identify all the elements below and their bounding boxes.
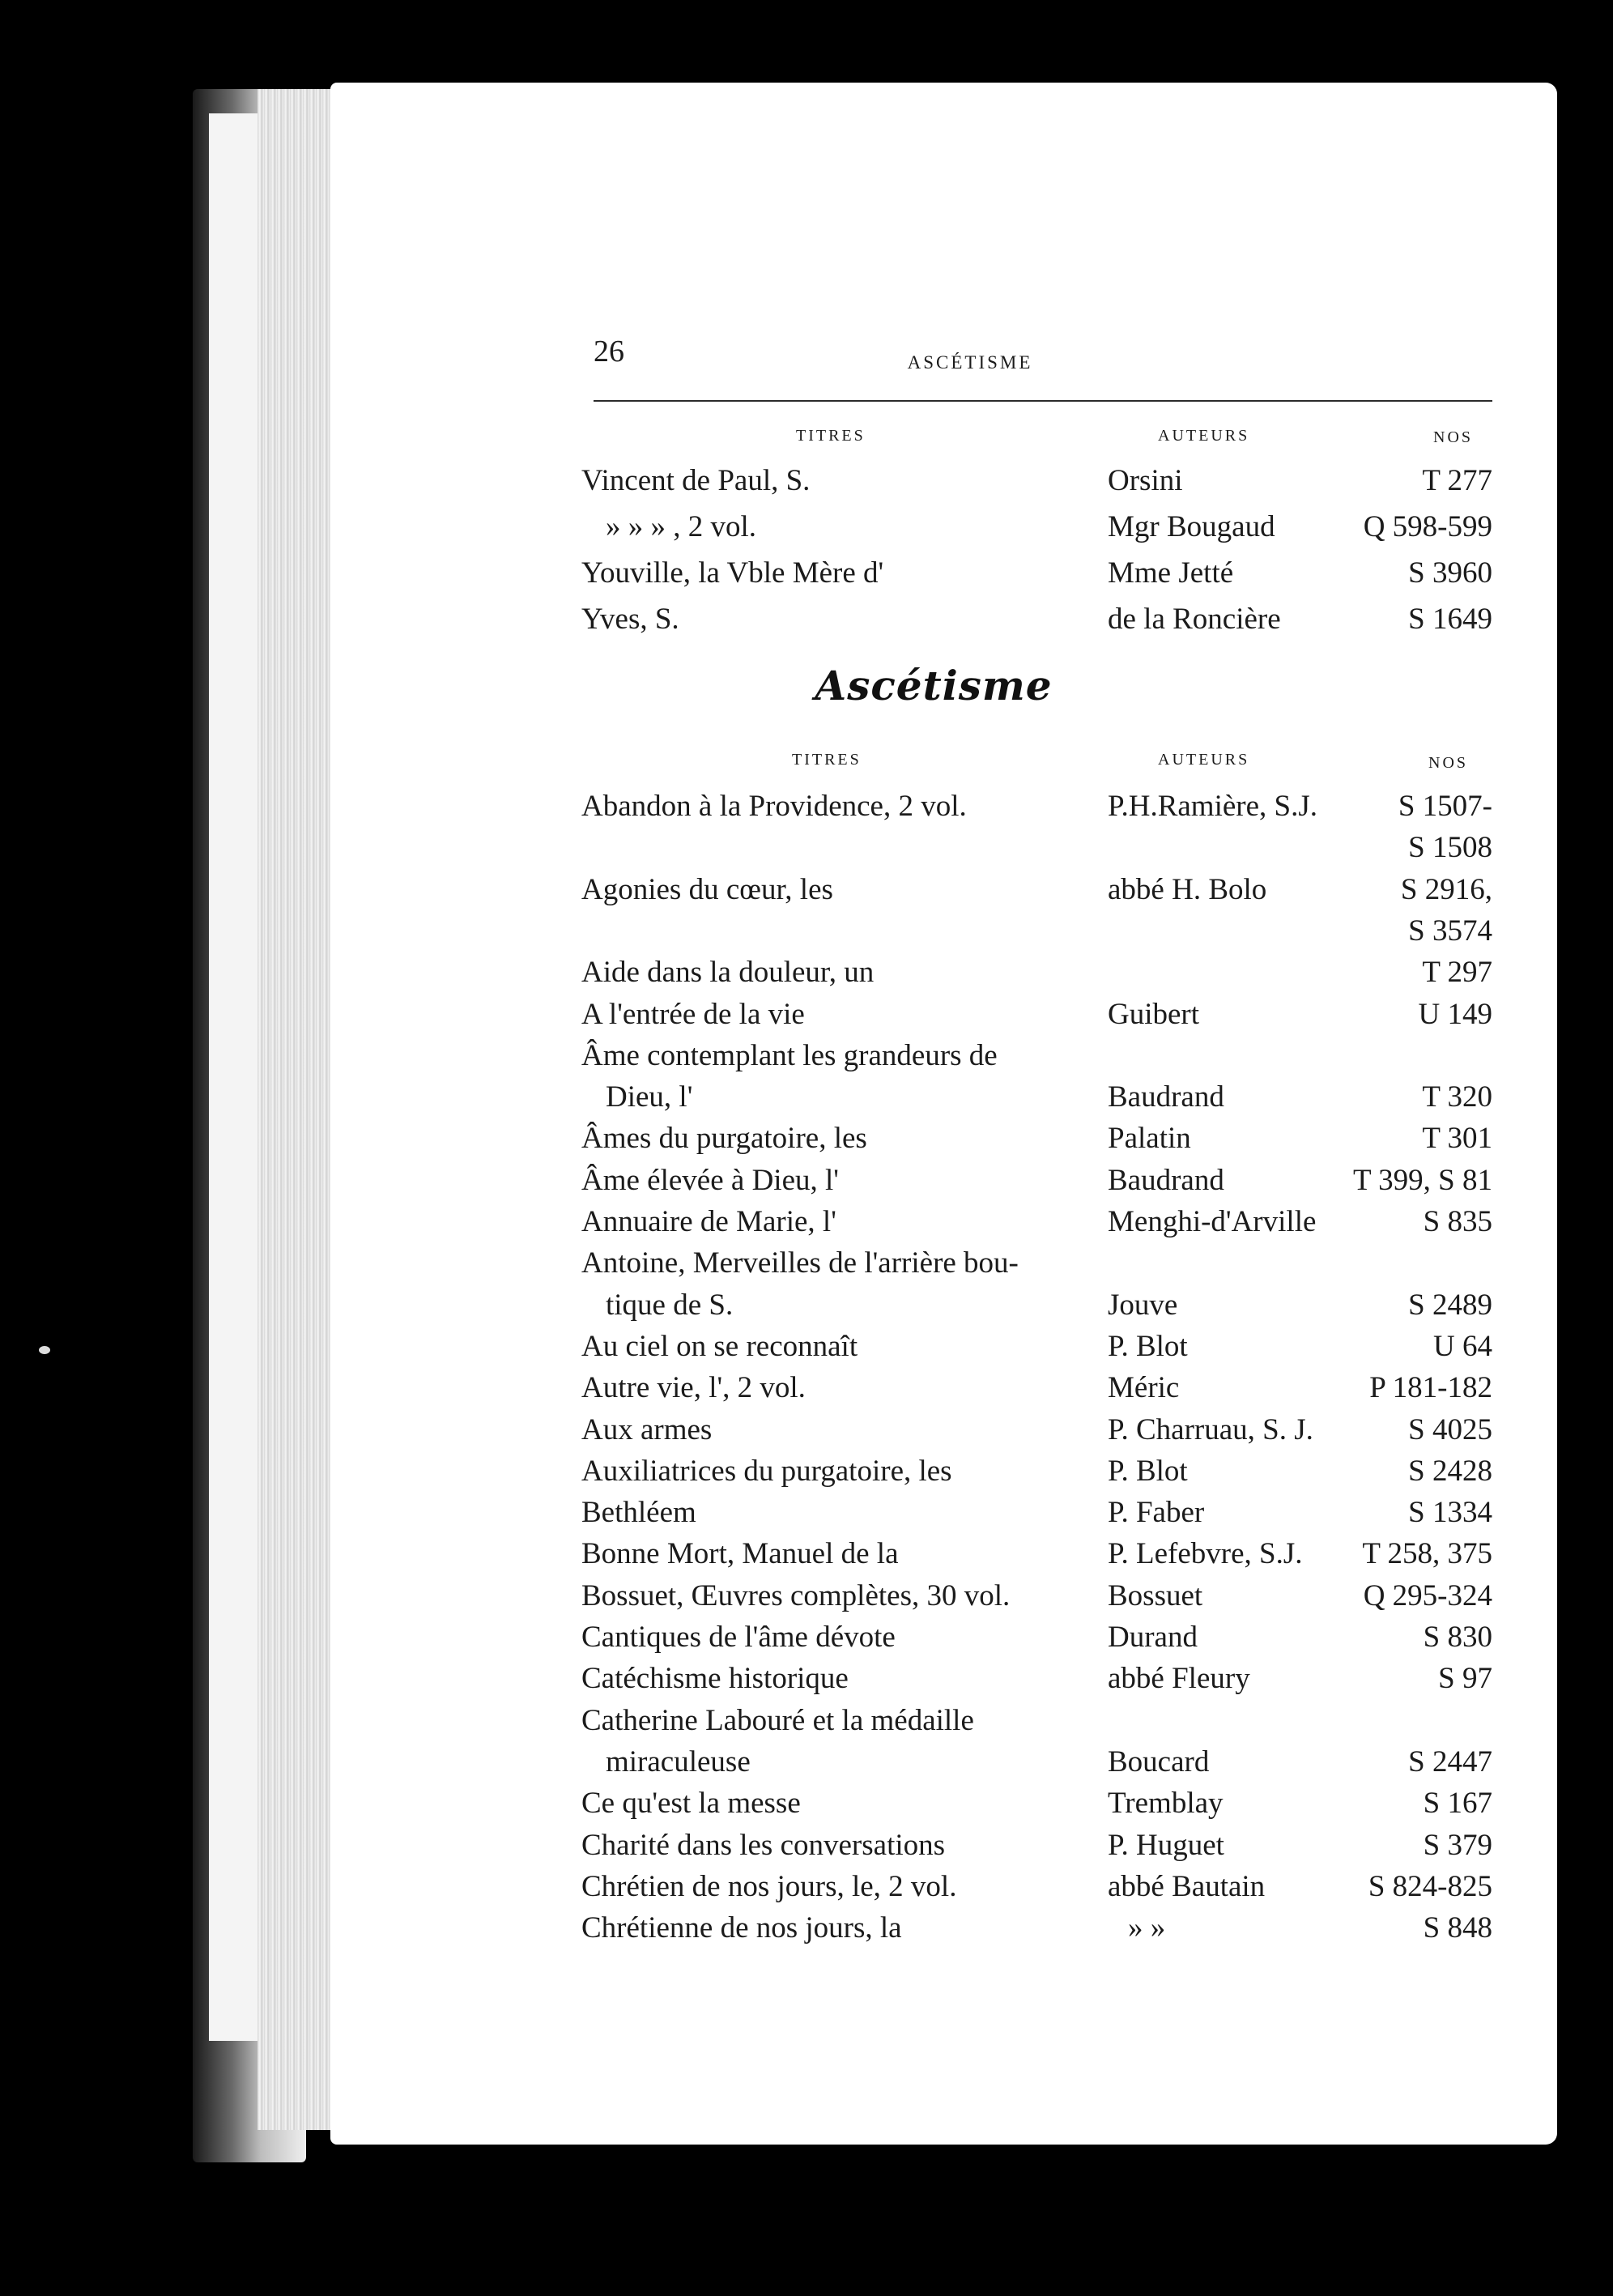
entry-title: Charité dans les conversations [581,1828,946,1862]
entry-title: Vincent de Paul, S. [581,464,811,497]
entry-author: Mme Jetté [1108,556,1234,590]
page-number: 26 [594,334,624,368]
entry-number: S 3574 [1408,914,1492,948]
entry-row [330,872,1557,913]
entry-row [330,1412,1557,1453]
entry-title: Ce qu'est la messe [581,1787,801,1821]
entry-title: Yves, S. [581,603,679,636]
entry-row [330,1661,1557,1702]
entry-row [330,1454,1557,1494]
entry-author: P. Lefebvre, S.J. [1108,1537,1303,1571]
entry-row [330,1495,1557,1536]
entry-title: A l'entrée de la vie [581,997,805,1031]
section-title-text: Ascétisme [815,662,1053,709]
book-page [330,83,1557,2145]
entry-title: Âme élevée à Dieu, l' [581,1163,839,1197]
entry-number: S 824-825 [1368,1869,1492,1903]
entry-author: P. Faber [1108,1496,1205,1530]
entry-author: Bossuet [1108,1578,1203,1612]
entry-title: Aux armes [581,1412,713,1446]
entry-row [330,1620,1557,1660]
entry-number: T 297 [1422,956,1492,990]
entry-title: Au ciel on se reconnaît [581,1329,858,1363]
entry-author: P.H.Ramière, S.J. [1108,790,1317,823]
entry-row [330,1578,1557,1619]
entry-row [330,509,1557,550]
entry-title: Annuaire de Marie, l' [581,1205,836,1238]
entry-row [330,1038,1557,1079]
entry-row [330,914,1557,954]
column-heading-authors: AUTEURS [1158,427,1250,445]
entry-row [330,1080,1557,1120]
entry-row [330,1329,1557,1370]
entry-title: Catéchisme historique [581,1662,849,1696]
entry-number: S 835 [1423,1205,1492,1238]
entry-row [330,830,1557,871]
entry-author: P. Huguet [1108,1828,1224,1862]
column-heading-numbers: NOS [1433,428,1474,446]
entry-row [330,1869,1557,1910]
entry-number: S 4025 [1408,1412,1492,1446]
entry-number: S 2916, [1400,872,1492,906]
entry-author: P. Blot [1108,1329,1188,1363]
entry-row [330,1786,1557,1826]
entry-number: S 2489 [1408,1288,1492,1322]
entry-author: Guibert [1108,997,1200,1031]
entry-number: P 181-182 [1369,1371,1492,1405]
entry-author: Boucard [1108,1744,1210,1778]
entry-number: T 320 [1422,1080,1492,1114]
entry-title: Âmes du purgatoire, les [581,1122,867,1156]
entry-author: Tremblay [1108,1787,1224,1821]
entry-row [330,1163,1557,1203]
section-column-heading-titles: TITRES [792,751,862,769]
entry-number: S 97 [1438,1662,1492,1696]
entry-author: P. Blot [1108,1454,1188,1488]
entry-author: abbé Bautain [1108,1869,1266,1903]
entry-title: Dieu, l' [606,1080,693,1114]
entry-row [330,1246,1557,1286]
entry-title: Bossuet, Œuvres complètes, 30 vol. [581,1578,1011,1612]
entry-number: S 1334 [1408,1496,1492,1530]
entry-title: » » » , 2 vol. [606,510,757,543]
entry-title: Chrétienne de nos jours, la [581,1911,902,1945]
entry-number: T 399, S 81 [1352,1163,1492,1197]
entry-author: Méric [1108,1371,1180,1405]
section-column-heading-authors: AUTEURS [1158,751,1250,769]
entry-number: S 848 [1423,1911,1492,1945]
entry-number: S 167 [1423,1787,1492,1821]
entry-title: Catherine Labouré et la médaille [581,1703,974,1737]
entry-row [330,1828,1557,1868]
entry-row [330,1744,1557,1785]
entry-title: Auxiliatrices du purgatoire, les [581,1454,952,1488]
entry-number: S 830 [1423,1621,1492,1654]
entry-author: de la Roncière [1108,603,1281,636]
entry-author: Baudrand [1108,1080,1224,1114]
entry-title: Youville, la Vble Mère d' [581,556,884,590]
entry-row [330,1204,1557,1245]
entry-number: S 1508 [1408,831,1492,865]
entry-title: Abandon à la Providence, 2 vol. [581,790,967,823]
page-edges [257,89,338,2130]
section-column-heading-numbers: NOS [1428,754,1469,772]
entry-title: Bonne Mort, Manuel de la [581,1537,899,1571]
entry-number: S 2447 [1408,1744,1492,1778]
entry-number: T 258, 375 [1362,1537,1492,1571]
entry-author: abbé Fleury [1108,1662,1250,1696]
entry-row [330,955,1557,995]
entry-row [330,997,1557,1037]
entry-number: S 2428 [1408,1454,1492,1488]
entry-number: S 1507- [1398,790,1492,823]
entry-number: S 1649 [1408,603,1492,636]
entry-row [330,602,1557,642]
entry-number: U 149 [1418,997,1492,1031]
column-heading-titles: TITRES [796,427,866,445]
entry-row [330,556,1557,596]
entry-number: U 64 [1433,1329,1492,1363]
entry-row [330,1910,1557,1951]
entry-row [330,1288,1557,1328]
entry-author: Orsini [1108,464,1183,497]
entry-title: Bethléem [581,1496,696,1530]
entry-author: P. Charruau, S. J. [1108,1412,1313,1446]
entry-author: Jouve [1108,1288,1178,1322]
entry-title: Âme contemplant les grandeurs de [581,1038,998,1072]
entry-author: » » [1128,1911,1166,1945]
entry-author: Durand [1108,1621,1198,1654]
entry-author: abbé H. Bolo [1108,872,1267,906]
entry-title: Autre vie, l', 2 vol. [581,1371,806,1405]
entry-number: T 277 [1422,464,1492,497]
entry-title: Cantiques de l'âme dévote [581,1621,896,1654]
entry-title: Aide dans la douleur, un [581,956,875,990]
entry-number: Q 598-599 [1363,510,1492,543]
entry-number: S 3960 [1408,556,1492,590]
entry-title: tique de S. [606,1288,734,1322]
entry-title: Agonies du cœur, les [581,872,833,906]
entry-number: S 379 [1423,1828,1492,1862]
entry-author: Menghi-d'Arville [1108,1205,1317,1238]
entry-row [330,1121,1557,1161]
running-head-text: ASCÉTISME [907,352,1033,373]
entry-row [330,1703,1557,1744]
entry-row [330,463,1557,504]
entry-row [330,789,1557,829]
entry-author: Mgr Bougaud [1108,510,1275,543]
entry-number: T 301 [1422,1122,1492,1156]
scan-speck [39,1346,50,1354]
entry-number: Q 295-324 [1363,1578,1492,1612]
entry-author: Baudrand [1108,1163,1224,1197]
entry-row [330,1536,1557,1577]
entry-title: miraculeuse [606,1744,751,1778]
entry-title: Antoine, Merveilles de l'arrière bou- [581,1246,1019,1280]
header-rule [594,400,1492,402]
entry-author: Palatin [1108,1122,1191,1156]
entry-row [330,1370,1557,1411]
entry-title: Chrétien de nos jours, le, 2 vol. [581,1869,957,1903]
